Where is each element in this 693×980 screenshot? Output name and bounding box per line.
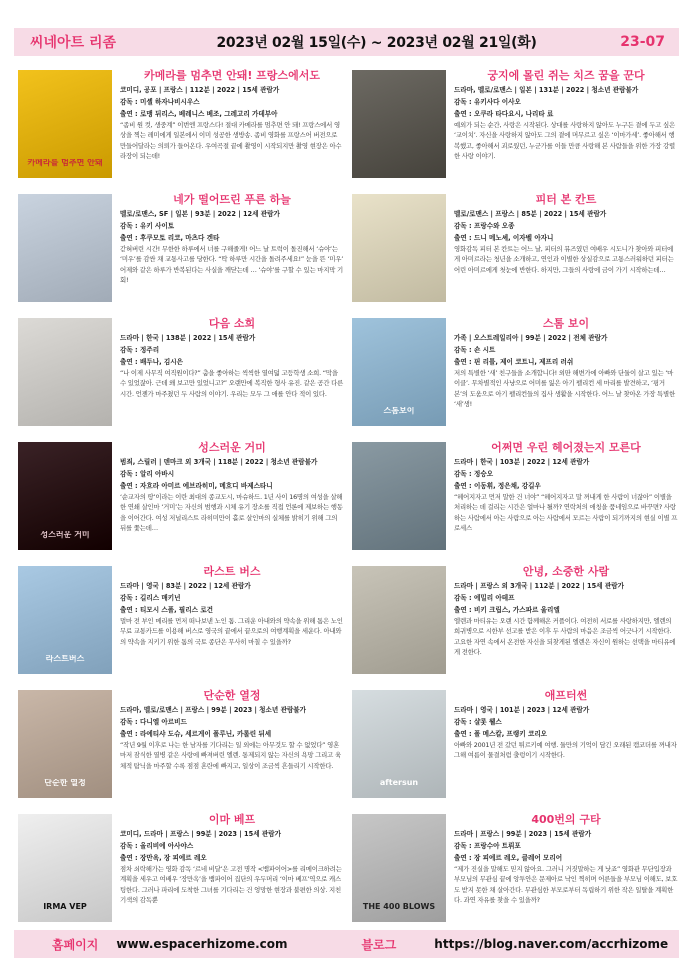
film-cast: 출연 : 비키 크립스, 가스파르 울리엘 (454, 606, 560, 614)
film-info (454, 68, 678, 172)
film-entry (352, 564, 677, 676)
film-synopsis: ‘순교자의 땅’이라는 이란 최대의 종교도시, 마슈하드. 1년 사이 16명의 여성을 살해한 연쇄 살인마 ‘거미’는 자신의 범행과 시체 유기 장소를 직접 언론에 제보하는 행동을 이어간다. 여성 저널리스트 라히미만이 홀로 살인마의 실체를 밝히기 위해 그의 뒤를 쫓는데… (120, 493, 343, 533)
film-director: 감독 : 샬롯 웰스 (454, 718, 502, 726)
film-title: 다음 소희 (208, 317, 256, 330)
film-cast: 출연 : 드니 메노셰, 이자벨 아자니 (454, 234, 554, 242)
film-title: 400번의 구타 (531, 813, 601, 826)
film-synopsis: “나 이제 사무직 여직원이다?” 춤을 좋아하는 씩씩한 열여덟 고등학생 소희. “막을 수 있었잖아. 근데 왜 보고만 있었니고?” 오랜만에 복직한 형사 유진. 같은 공간 다른 시간. 언젠가 마주쳤던 두 사람의 이야기. 우리는 모두 그 애를 안다 적이 있다. (120, 369, 344, 398)
film-info (454, 564, 678, 668)
film-director: 감독 : 올리비에 아사야스 (120, 842, 194, 850)
film-genre: 코미디, 공포 | 프랑스 | 112분 | 2022 | 15세 관람가 (120, 86, 280, 94)
film-entry (352, 688, 677, 800)
film-title: 네가 떨어뜨린 푸른 하늘 (173, 193, 291, 206)
film-title: 이마 베프 (208, 813, 256, 826)
poster-title: THE 400 BLOWS (362, 903, 436, 912)
film-genre: 드라마, 멜로/로맨스 | 일본 | 131분 | 2022 | 청소년 관람불가 (454, 86, 639, 94)
film-synopsis: “좀비 원 컷, 생중계” 이번엔 프랑스다! 절대 카메라를 멈추면 안 돼! 프랑스에서 영상을 찍는 레미에게 일본에서 이미 성공한 생방송. 좀비 영화를 프랑스어 버전으로 만들어달라는 의뢰가 들어온다. 우여곡절 끝에 촬영이 시작되지만 촬영 현장은 아수라장이 되는데! (120, 121, 342, 161)
film-genre: 멜로/로맨스, SF | 일본 | 93분 | 2022 | 12세 관람가 (120, 210, 280, 218)
film-poster (352, 690, 446, 798)
film-title: 궁지에 몰린 쥐는 치즈 꿈을 꾼다 (487, 69, 645, 82)
film-info (120, 440, 344, 544)
film-synopsis: 갇혀버린 시간! 무한한 하루에서 너를 구해줄게! 어느 날 트럭이 돌진해서 ‘슈야’는 ‘미우’를 감싼 채 교통사고를 당한다. “딱 하루만 시간을 돌려주세요!” 눈을 뜬 ‘미우’ 어제와 같은 하루가 반복된다는 사실을 깨닫는데 … ‘슈야’를 구할 수 있는 마지막 기회! (120, 245, 344, 285)
film-entry (352, 440, 677, 552)
film-synopsis: 저의 특별한 ‘새’ 친구들을 소개합니다! 외딴 해변가에 아빠와 단둘이 살고 있는 ‘마이클’. 무차별적인 사냥으로 어미를 잃은 아기 펠리컨 세 마리를 발견하고, ‘핑거본’의 도움으로 아기 펠리컨들의 집사 생활을 시작한다. 어느 날 찾아온 가장 특별한 ‘새’생! (454, 369, 675, 409)
film-info (120, 812, 344, 916)
film-entry (352, 316, 677, 428)
film-genre: 멜로/로맨스 | 프랑스 | 85분 | 2022 | 15세 관람가 (454, 210, 607, 218)
film-poster (352, 566, 446, 674)
film-poster (352, 194, 446, 302)
film-director: 감독 : 유키 사이토 (120, 222, 175, 230)
film-info (120, 192, 344, 296)
poster-title: aftersun (379, 779, 419, 788)
film-synopsis: 점차 쇠락해가는 영화 감독 ‘르네 비달’은 고전 명작 <뱀파이어>를 리메이크하려는 계획을 세우고 여배우 ‘장만옥’을 뱀파이어 집단의 우두머리 ‘이마 베프’역으로 캐스팅한다. 그러나 파리에 도착한 그녀를 기다리는 건 엉망한 현장과 불편한 의상. 지친 기색의 감독뿐 (120, 865, 342, 905)
poster-title: IRMA VEP (43, 903, 87, 912)
film-title: 스톰 보이 (542, 317, 590, 330)
film-director: 감독 : 다니엘 아르비드 (120, 718, 187, 726)
film-cast: 출연 : 배두나, 김시은 (120, 358, 183, 366)
film-genre: 범죄, 스릴러 | 덴마크 외 3개국 | 118분 | 2022 | 청소년 관람불가 (120, 458, 318, 466)
poster-title: 단순한 열정 (44, 779, 86, 788)
film-poster (18, 442, 112, 550)
header-bar (14, 28, 679, 56)
film-info (454, 688, 678, 792)
film-genre: 가족 | 오스트레일리아 | 99분 | 2022 | 전체 관람가 (454, 334, 608, 342)
film-poster (352, 442, 446, 550)
film-poster (18, 194, 112, 302)
film-poster (18, 70, 112, 178)
film-cast: 출연 : 티모시 스폴, 필리스 로건 (120, 606, 214, 614)
film-genre: 드라마 | 한국 | 138분 | 2022 | 15세 관람가 (120, 334, 256, 342)
film-poster (18, 814, 112, 922)
film-cast: 출연 : 로맹 뒤리스, 베레니스 베조, 그레고리 가데부아 (120, 110, 278, 118)
film-genre: 드라마 | 한국 | 103분 | 2022 | 12세 관람가 (454, 458, 590, 466)
film-entry (18, 316, 343, 428)
film-synopsis: “작년 9월 이후로 나는 한 남자를 기다리는 일 외에는 아무것도 할 수 없었다” 영혼마저 잠식한 열병 같은 사랑에 빠져버린 엘렌. 통제되지 않는 자신의 욕망 그리고 육체적 탐닉을 마주할 수록 점점 혼란에 빠지고, 일상이 조금씩 흔들리기 시작한다. (120, 741, 341, 770)
film-poster (352, 318, 446, 426)
film-poster (352, 70, 446, 178)
film-entry (352, 68, 677, 180)
film-poster (18, 690, 112, 798)
film-cast: 출연 : 핀 리틀, 제이 코트니, 제프리 러쉬 (454, 358, 574, 366)
film-cast: 출연 : 장만옥, 장 피에르 레오 (120, 854, 207, 862)
film-info (454, 812, 678, 916)
homepage-label: 홈페이지 (52, 937, 99, 952)
poster-title: 성스러운 거미 (40, 531, 90, 540)
film-cast: 출연 : 오쿠라 타다요시, 나리타 료 (454, 110, 554, 118)
film-poster (18, 566, 112, 674)
film-synopsis: “헤어지자고 먼저 말한 건 너야” “헤어지자고 말 꺼내게 한 사람이 너잖아” 이별을 처리하는 데 걸리는 시간은 얼마나 될까? 연락처의 애칭을 품네임으로 바꾸면? 사랑하는 사람에서 아는 사람으로 아는 사람에서 모르는 사람이 되기까지의 현실 이별 프로세스 (454, 493, 678, 533)
film-director: 감독 : 정주리 (120, 346, 160, 354)
film-genre: 드라마 | 프랑스 외 3개국 | 112분 | 2022 | 15세 관람가 (454, 582, 624, 590)
film-director: 감독 : 숀 시트 (454, 346, 496, 354)
film-info (454, 316, 678, 420)
film-cast: 출연 : 이동휘, 정은채, 강길우 (454, 482, 541, 490)
film-entry (352, 812, 677, 924)
film-title: 피터 본 칸트 (535, 193, 597, 206)
screening-period: 2023년 02월 15일(수) ~ 2023년 02월 21일(화) (216, 35, 537, 51)
film-director: 감독 : 정승오 (454, 470, 494, 478)
film-title: 단순한 열정 (203, 689, 261, 702)
film-cast: 출연 : 후쿠모토 리코, 마츠다 겐타 (120, 234, 220, 242)
film-title: 애프터썬 (544, 689, 588, 702)
film-director: 감독 : 에밀리 아테프 (454, 594, 515, 602)
film-genre: 드라마, 멜로/로맨스 | 프랑스 | 99분 | 2023 | 청소년 관람불가 (120, 706, 307, 714)
film-genre: 코미디, 드라마 | 프랑스 | 99분 | 2023 | 15세 관람가 (120, 830, 281, 838)
film-synopsis: 예외가 되는 순간, 사랑은 시작된다. 상대를 사랑하지 않아도 누구든 곁에 두고 싶은 ‘교이치’. 자신을 사랑하지 않아도 그의 곁에 머무르고 싶은 ‘이마가세’. 좋아해서 행복했고, 좋아해서 괴로웠던, 누군가를 이들 만큼 사랑해 본 사람들을 위한 가장 강렬한 사랑 이야기. (454, 121, 675, 161)
film-cast: 출연 : 자흐라 아미르 에브라히미, 메흐디 바제스타니 (120, 482, 273, 490)
film-genre: 드라마 | 영국 | 101분 | 2023 | 12세 관람가 (454, 706, 590, 714)
film-entry (18, 564, 343, 676)
film-info (120, 688, 344, 792)
film-cast: 출연 : 라에티샤 도슈, 세르게이 폴루닌, 카롤린 뒤세 (120, 730, 272, 738)
film-director: 감독 : 알리 아바시 (120, 470, 175, 478)
film-poster (18, 318, 112, 426)
film-entry (18, 812, 343, 924)
film-info (454, 192, 678, 296)
film-synopsis: 영화감독 피터 본 칸트는 어느 날, 피터의 뮤즈였던 여배우 시도니가 찾아와 피터에게 아미르라는 청년을 소개하고, 연인과 이별한 상실감으로 고통스러워하던 피터는 어린 아미르에게 첫눈에 반한다. 하지만, 그들의 사랑에 금이 가기 시작하는데… (454, 245, 674, 274)
poster-title: 스톰보이 (383, 407, 415, 416)
blog-label: 블로그 (361, 937, 397, 952)
film-info (120, 564, 344, 668)
film-title: 어쩌면 우린 헤어졌는지 모른다 (491, 441, 641, 454)
film-director: 감독 : 길리스 매키넌 (120, 594, 181, 602)
film-info (454, 440, 678, 544)
film-cast: 출연 : 폴 메스칼, 프랭키 코리오 (454, 730, 548, 738)
film-genre: 드라마 | 프랑스 | 99분 | 2023 | 15세 관람가 (454, 830, 592, 838)
film-entry (18, 192, 343, 304)
film-synopsis: 멀마 전 부인 메리를 먼저 떠나보낸 노인 톰. 그리운 아내와의 약속을 위해 톰은 노인 무료 교통카드를 이용해 버스로 영국의 끝에서 끝으로의 여행계획을 세운다. 아내와의 약속을 지키기 위한 톰의 국토 종단은 무사히 마칠 수 있을까? (120, 617, 343, 646)
homepage-link[interactable]: www.espacerhizome.com (116, 937, 288, 951)
film-entry (18, 68, 343, 180)
film-cast: 출연 : 장 피에르 레오, 클레어 모리어 (454, 854, 563, 862)
film-entry (18, 688, 343, 800)
film-director: 감독 : 프랑수와 오종 (454, 222, 515, 230)
footer-bar (14, 930, 679, 958)
issue-number: 23-07 (620, 34, 665, 50)
film-director: 감독 : 미셸 하자나비시우스 (120, 98, 200, 106)
film-entry (18, 440, 343, 552)
film-poster (352, 814, 446, 922)
film-title: 안녕, 소중한 사람 (522, 565, 610, 578)
film-title: 카메라를 멈추면 안돼! 프랑스에서도 (144, 69, 320, 82)
film-director: 감독 : 유키사다 이사오 (454, 98, 521, 106)
film-title: 라스트 버스 (203, 565, 261, 578)
film-info (120, 316, 344, 420)
film-director: 감독 : 프랑수아 트뤼포 (454, 842, 521, 850)
blog-link[interactable]: https://blog.naver.com/accrhizome (434, 937, 669, 951)
film-synopsis: 엘렌과 마티유는 오랜 시간 함께해온 커플이다. 여전히 서로를 사랑하지만, 엘렌의 희귀병으로 시한부 선고를 받은 이후 두 사람의 마음은 조금씩 어긋나기 시작한다. 고요한 자연 속에서 온전한 자신을 되찾게된 엘렌은 자신이 원하는 선택을 마티유에게 전한다. (454, 617, 676, 657)
film-info (120, 68, 344, 172)
poster-title: 카메라를 멈추면 안돼 (27, 159, 103, 168)
poster-title: 라스트버스 (45, 655, 85, 664)
film-title: 성스러운 거미 (198, 441, 266, 454)
film-synopsis: “제가 진실을 말해도 믿지 않아요. 그러니 거짓말하는 게 낫죠” 영화관 무단입장과 부모님의 무관심 끝에 앙투안은 문제아로 낙인 찍히며 어른들을 부모님 이해도, 보호도 받지 못한 채 살아간다. 무관심한 부모로부터 독립하기 위한 작은 일탈을 계획한다. 과연 자유를 찾을 수 있을까? (454, 865, 678, 905)
cinema-name: 씨네아트 리좀 (30, 35, 117, 51)
film-genre: 드라마 | 영국 | 83분 | 2022 | 12세 관람가 (120, 582, 251, 590)
film-entry (352, 192, 677, 304)
film-synopsis: 아빠와 2001년 전 갔던 튀르키예 여행. 둘만의 기억이 담긴 오래된 캠코더를 꺼내자 그해 여름이 물결처럼 출렁이기 시작한다. (454, 741, 677, 760)
